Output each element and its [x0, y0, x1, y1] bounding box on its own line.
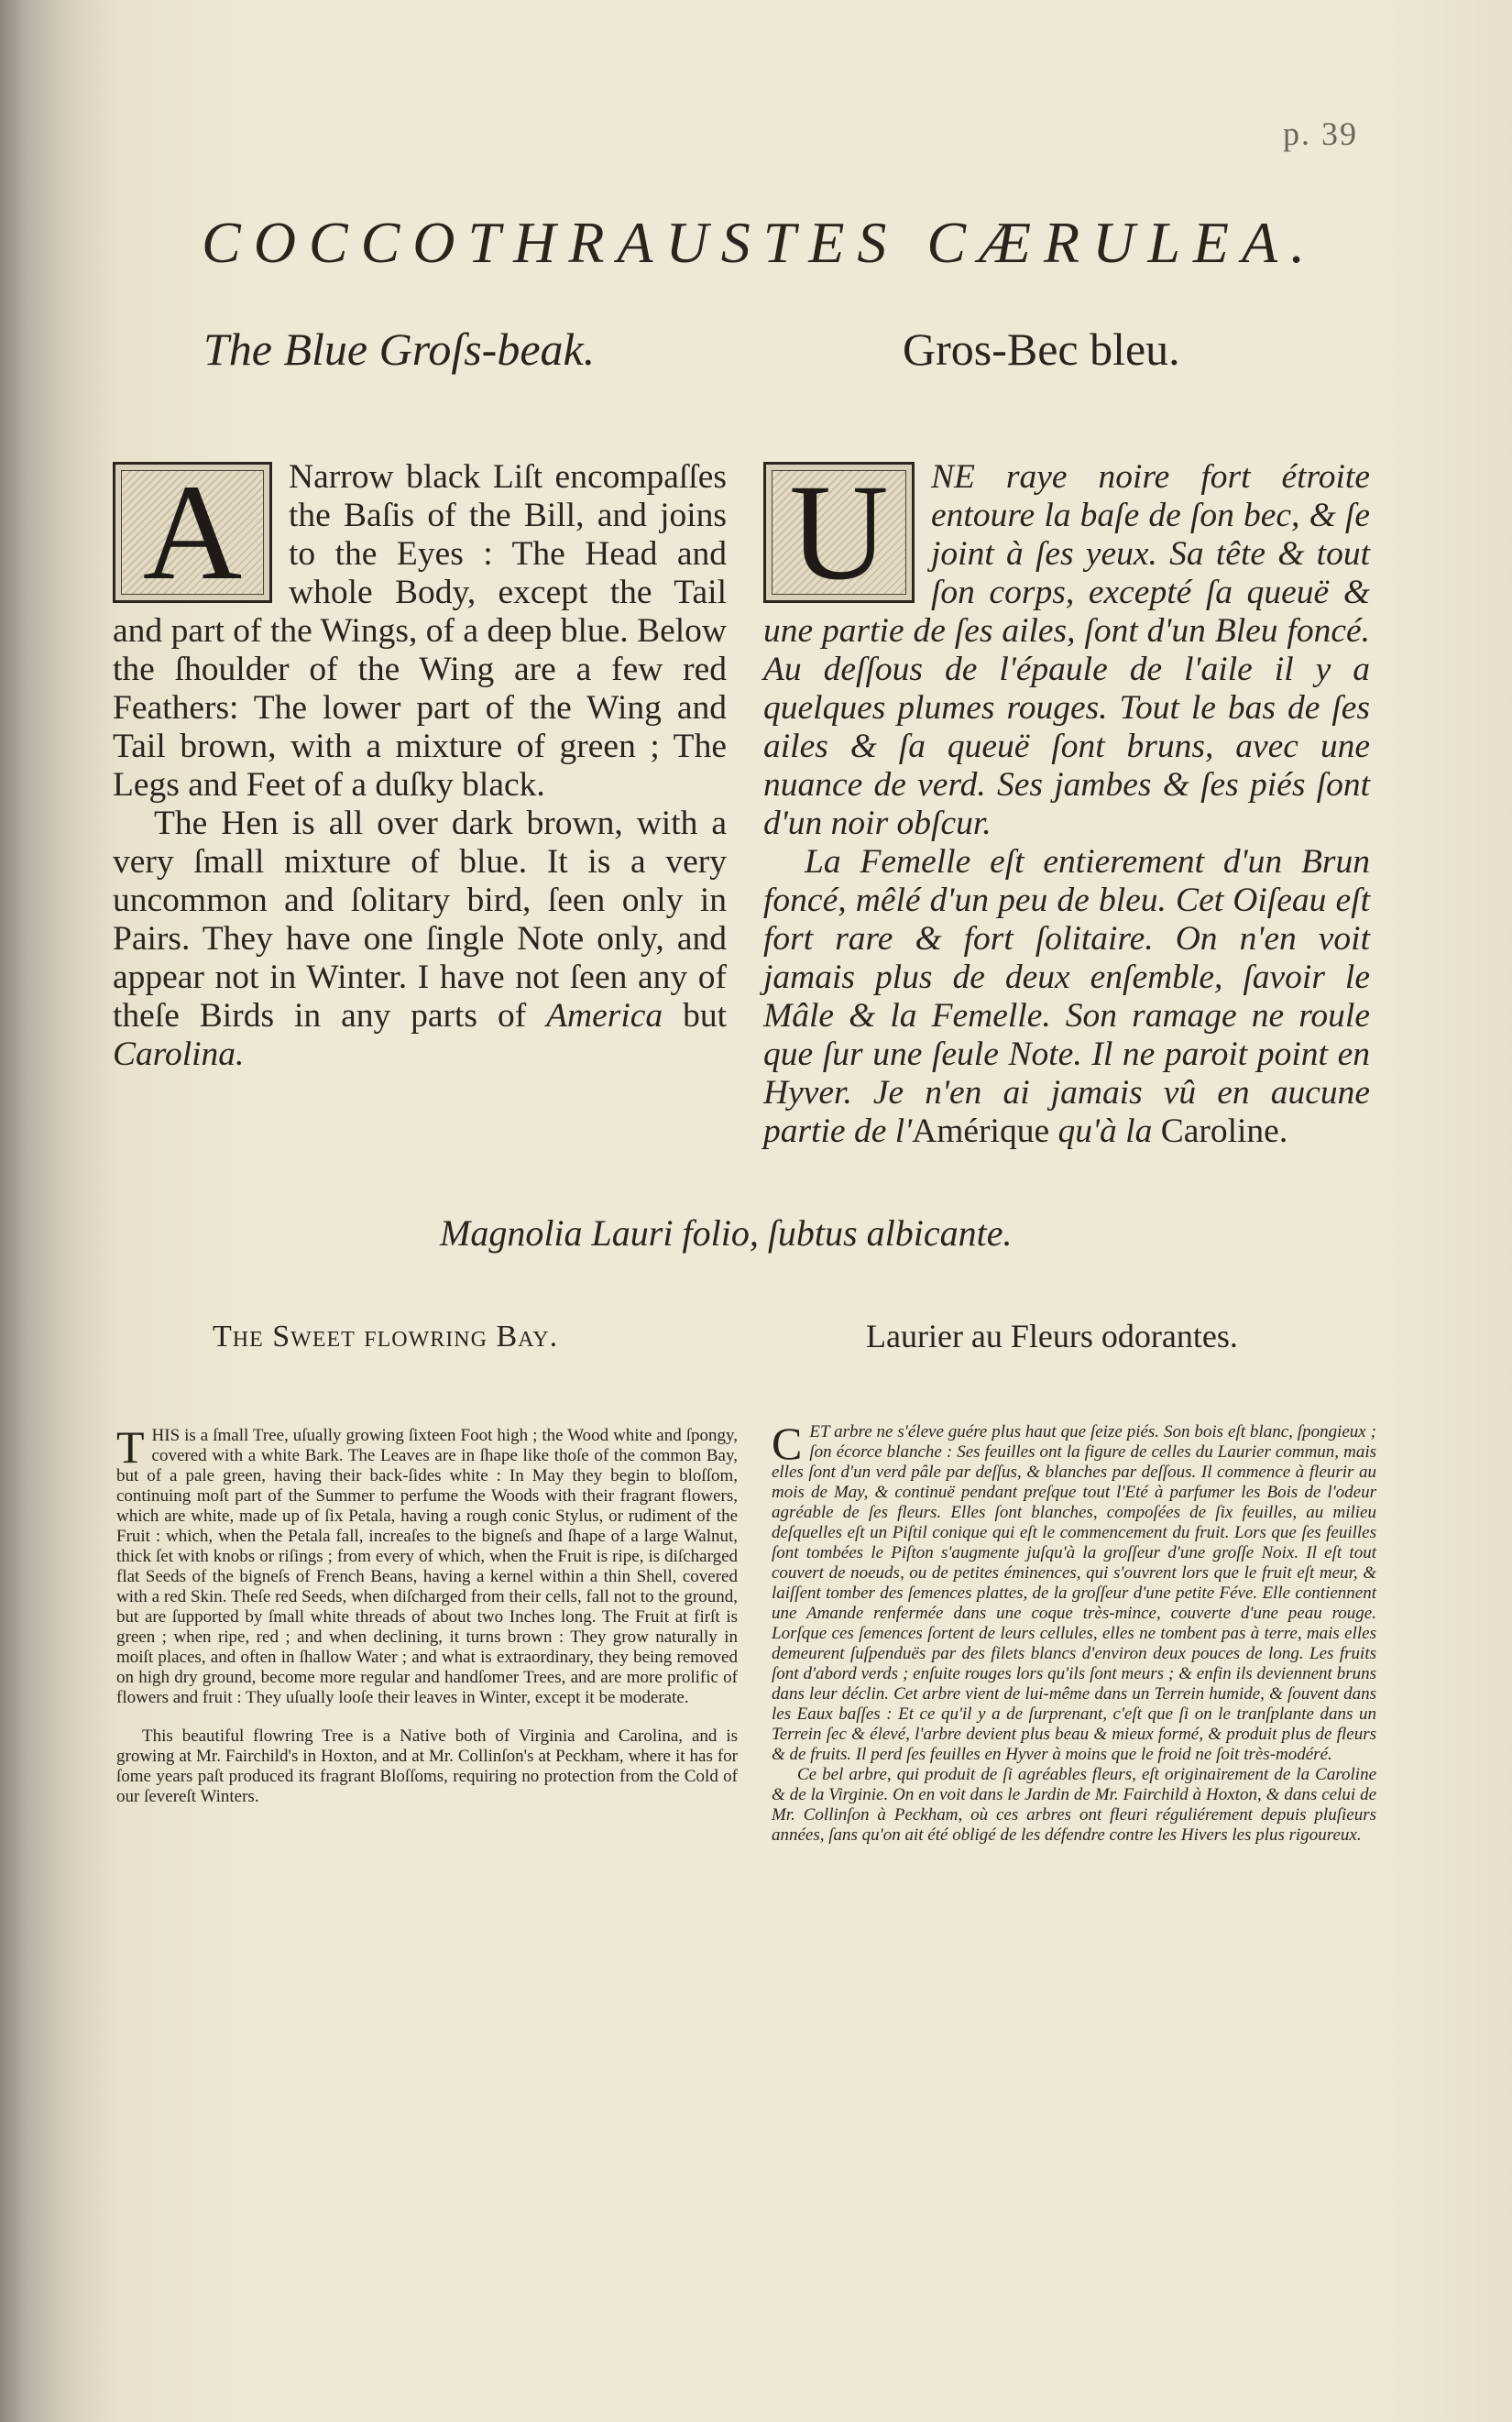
plant-english-paragraph-2: This beautiful flowring Tree is a Native both of Virginia and Carolina, and is growing at Mr. Fairchild's in Hoxton, and at Mr. Collinſon's at Peckham, where it has for ſome years paſt produced its fragrant Bloſſoms, requiring no protection from the Cold of our ſevereſt Winters. [116, 1726, 738, 1806]
french-bird-text [763, 458, 1370, 1151]
plant-french-paragraph-2: Ce bel arbre, qui produit de ſi agréables fleurs, eſt originairement de la Caroline & de la Virginie. On en voit dans le Jardin de Mr. Fairchild à Hoxton, & dans celui de Mr. Collinſon à Peckham, où ces arbres ont fleuri réguliérement depuis pluſieurs années, ſans qu'on ait été obligé de les défendre contre les Hivers les plus rigoureux. [772, 1765, 1376, 1845]
place-carolina: Carolina. [113, 1036, 245, 1073]
place-america: America [546, 997, 663, 1035]
plant-latin-title: Magnolia Lauri folio, ſubtus albicante. [440, 1212, 1013, 1254]
ornamental-initial-a [113, 456, 272, 608]
french-p2-text: La Femelle eſt entierement d'un Brun foncé, mêlé d'un peu de bleu. Cet Oiſeau eſt fort rare & fort ſolitaire. On n'en voit jamais plus de deux enſemble, ſavoir le Mâle & la Femelle. Son ramage ne roule que ſur une ſeule Note. Il ne paroit point en Hyver. Je n'en ai jamais vû en aucune partie de l' [763, 843, 1370, 1150]
genus-title: COCCOTHRAUSTES CÆRULEA. [202, 210, 1319, 275]
place-amerique: Amérique [912, 1112, 1050, 1150]
plant-french-paragraph-1: ET arbre ne s'éleve guére plus haut que ſeize piés. Son bois eſt blanc, ſpongieux ; ſon écorce blanche : Ses feuilles ont la figure de celles du Laurier commun, mais elles ſont d'un verd pâle par deſſus, & blanches par deſſous. Il commence à fleurir au mois de May, & continuë pendant preſque tout l'Eté à parfumer les Bois de l'odeur agréable de ſes fleurs. Elles ſont blanches, compoſées de ſix feuilles, au milieu deſquelles eſt un Piſtil conique qui eſt le commencement du fruit. Lors que ſes feuilles ſont tombées le Piſton s'augmente juſqu'à la groſſeur d'une groſſe Noix. Il eſt tout couvert de noeuds, ou de petites éminences, qui s'ouvrent lors que le fruit eſt meur, & laiſſent tomber des ſemences plattes, de la groſſeur d'une petite Féve. Elle contiennent une Amande renfermée dans une coque très-mince, couverte d'une peau rouge. Lorſque ces ſemences ſortent de leurs cellules, elles ne tombent pas à terre, mais elles demeurent ſuſpenduës par des filets blancs d'environ deux pouces de long. Les fruits ſont d'abord verds ; enſuite rouges lors qu'ils ſont meurs ; & enfin ils deviennent bruns dans leur déclin. Cet arbre vient de lui-même dans un Terrein humide, & ſouvent dans les Eaux baſſes : Et ce qu'il y a de ſurprenant, c'eſt que ſi on le tranſplante dans un Terrein ſec & élevé, l'arbre devient plus beau & mieux formé, & produit plus de fleurs & de fruits. Il perd ſes feuilles en Hyver à moins que le froid ne ſoit très-modéré. [772, 1422, 1376, 1764]
plant-initial-c: C [772, 1418, 803, 1469]
english-p2-text: The Hen is all over dark brown, with a very ſmall mixture of blue. It is a very uncommon and ſolitary bird, ſeen only in Pairs. They have one ſingle Note only, and appear not in Winter. I have not ſeen any of theſe Birds in any parts of [113, 805, 727, 1035]
plant-english-paragraph-1: HIS is a ſmall Tree, uſually growing ſixteen Foot high ; the Wood white and ſpongy, covered with a white Bark. The Leaves are in ſhape like thoſe of the common Bay, but of a pale green, having their back-ſides white : In May they begin to bloſſom, continuing moſt part of the Summer to perfume the Woods with their fragrant flowers, which are white, made up of ſix Petala, having a rough conic Stylus, or rudiment of the Fruit : which, when the Petala fall, increaſes to the bigneſs and ſhape of a large Walnut, thick ſet with knobs or riſings ; from every of which, when the Fruit is ripe, is diſcharged flat Seeds of the bigneſs of French Beans, having a kernel within a thin Shell, covered with a red Skin. Theſe red Seeds, when diſcharged from their cells, fall not to the ground, but are ſupported by ſmall white threads of about two Inches long. The Fruit at firſt is green ; when ripe, red ; and when declining, it turns brown : They grow naturally in moiſt places, and often in ſhallow Water ; and what is extraordinary, they being removed on high dry ground, become more regular and handſomer Trees, and are more prolific of flowers and fruit : They uſually looſe their leaves in Winter, except it be moderate. [116, 1426, 738, 1707]
french-paragraph-1: NE raye noire fort étroite entoure la baſe de ſon bec, & ſe joint à ſes yeux. Sa tête & tout ſon corps, excepté ſa queuë & une partie de ſes ailes, ſont d'un Bleu foncé. Au deſſous de l'épaule de l'aile il y a quelques plumes rouges. Tout le bas de ſes ailes & ſa queuë ſont bruns, avec une nuance de verd. Ses jambes & ſes piés ſont d'un noir obſcur. [763, 458, 1370, 842]
english-bird-title: The Blue Groſs-beak. [203, 323, 596, 375]
plant-french-title: Laurier au Fleurs odorantes. [866, 1318, 1238, 1354]
french-plant-text [772, 1418, 1376, 1846]
english-paragraph-2 [113, 805, 727, 1074]
english-plant-text [116, 1421, 738, 1807]
word-but: but [683, 997, 727, 1035]
english-paragraph-1: Narrow black Liſt encompaſſes the Baſis of the Bill, and joins to the Eyes : The Head and whole Body, except the Tail and part of the Wings, of a deep blue. Below the ſhoulder of the Wing are a few red Feathers: The lower part of the Wing and Tail brown, with a mixture of green ; The Legs and Feet of a duſky black. [113, 458, 727, 804]
words-qua-la: qu'à la [1057, 1112, 1153, 1150]
english-bird-text [113, 458, 727, 1074]
french-paragraph-2 [763, 843, 1370, 1151]
place-caroline: Caroline. [1160, 1112, 1288, 1150]
french-bird-title: Gros-Bec bleu. [903, 323, 1180, 375]
initial-letter: A [142, 456, 243, 608]
ornamental-initial-u [763, 456, 915, 608]
plant-initial-t: T [116, 1421, 145, 1473]
initial-letter: U [789, 456, 889, 608]
plant-english-title: The Sweet flowring Bay. [213, 1320, 559, 1353]
page-number: p. 39 [1283, 115, 1358, 152]
